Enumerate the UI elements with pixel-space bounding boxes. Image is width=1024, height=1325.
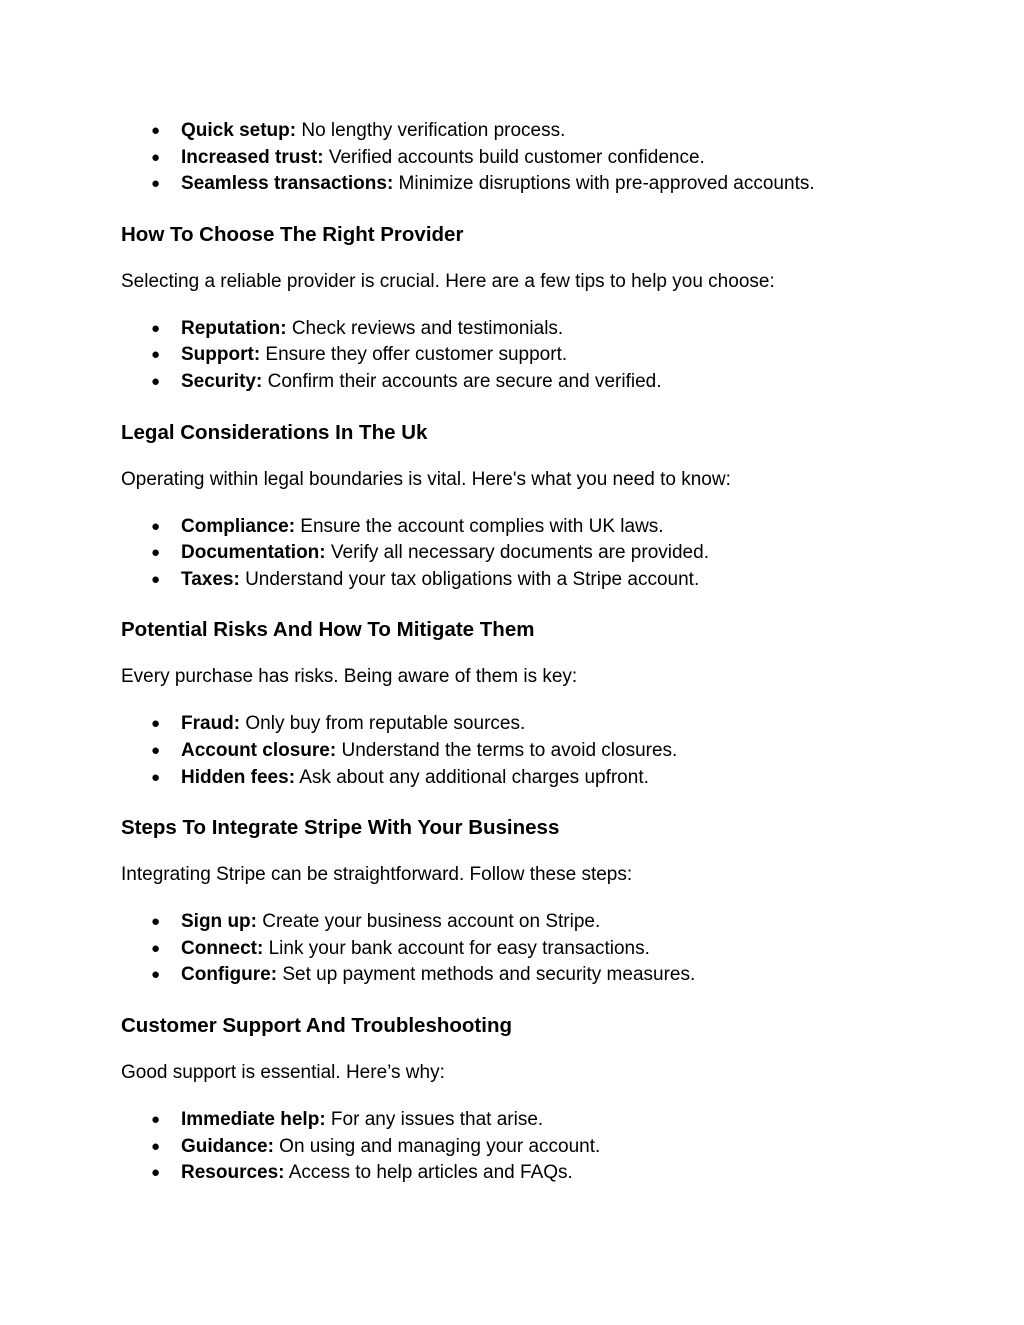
bullet-icon: ● — [151, 768, 161, 786]
section-heading: Potential Risks And How To Mitigate Them — [121, 618, 535, 642]
item-term: Immediate help: — [181, 1108, 326, 1130]
list-item — [121, 711, 941, 738]
section-list — [121, 1107, 941, 1187]
item-text: Verify all necessary documents are provided. — [325, 542, 709, 564]
bullet-icon: ● — [151, 175, 161, 193]
list-item — [121, 765, 941, 792]
intro-benefits-list — [121, 118, 941, 198]
list-item — [121, 145, 941, 172]
bullet-icon: ● — [151, 346, 161, 364]
item-text: Verified accounts build customer confidence. — [323, 146, 705, 168]
item-text: Understand your tax obligations with a Stripe account. — [239, 568, 700, 590]
list-item — [121, 1107, 941, 1134]
list-item — [121, 909, 941, 936]
item-term: Account closure: — [181, 739, 337, 761]
bullet-icon: ● — [151, 319, 161, 337]
item-text: Ensure the account complies with UK laws. — [295, 515, 664, 537]
item-text: No lengthy verification process. — [296, 120, 566, 141]
section-list — [121, 514, 941, 594]
item-text: Check reviews and testimonials. — [286, 317, 564, 339]
section-heading: How To Choose The Right Provider — [121, 222, 464, 246]
item-term: Taxes: — [181, 568, 240, 590]
section-intro: Selecting a reliable provider is crucial. Here are a few tips to help you choose: — [121, 270, 775, 292]
bullet-icon: ● — [151, 517, 161, 535]
item-term: Reputation: — [181, 317, 287, 339]
bullet-icon: ● — [151, 715, 161, 733]
item-term: Increased trust: — [181, 146, 324, 168]
item-term: Connect: — [181, 937, 264, 959]
item-text: Access to help articles and FAQs. — [284, 1162, 573, 1184]
item-text: Link your bank account for easy transactions. — [263, 937, 650, 959]
section-integrate-stripe — [121, 815, 941, 989]
item-term: Quick setup: — [181, 120, 297, 141]
item-term: Security: — [181, 370, 263, 392]
bullet-icon: ● — [151, 372, 161, 390]
list-item — [121, 369, 941, 396]
section-choose-provider — [121, 222, 941, 396]
list-item — [121, 738, 941, 765]
item-text: Minimize disruptions with pre-approved accounts. — [393, 173, 815, 195]
item-text: Ask about any additional charges upfront. — [295, 766, 649, 788]
item-term: Support: — [181, 344, 261, 366]
bullet-icon: ● — [151, 741, 161, 759]
bullet-icon: ● — [151, 1110, 161, 1128]
list-item — [121, 316, 941, 343]
section-list — [121, 711, 941, 791]
list-item — [121, 342, 941, 369]
list-item — [121, 1134, 941, 1161]
item-term: Resources: — [181, 1162, 285, 1184]
item-text: Ensure they offer customer support. — [260, 344, 568, 366]
bullet-icon: ● — [151, 1164, 161, 1182]
section-heading: Steps To Integrate Stripe With Your Business — [121, 816, 560, 840]
item-text: Set up payment methods and security measures. — [277, 964, 696, 986]
bullet-icon: ● — [151, 570, 161, 588]
section-customer-support — [121, 1013, 941, 1187]
section-heading: Legal Considerations In The Uk — [121, 420, 428, 444]
list-item — [121, 540, 941, 567]
item-term: Hidden fees: — [181, 766, 296, 788]
item-text: For any issues that arise. — [325, 1108, 544, 1130]
bullet-icon: ● — [151, 122, 161, 139]
list-item — [121, 936, 941, 963]
list-item — [121, 514, 941, 541]
item-text: On using and managing your account. — [273, 1135, 601, 1157]
item-term: Sign up: — [181, 911, 257, 933]
list-item — [121, 567, 941, 594]
document-page — [121, 118, 941, 1187]
section-intro: Integrating Stripe can be straightforward. Follow these steps: — [121, 864, 633, 886]
section-heading: Customer Support And Troubleshooting — [121, 1013, 512, 1037]
item-term: Guidance: — [181, 1135, 274, 1157]
section-legal-considerations — [121, 420, 941, 594]
item-text: Confirm their accounts are secure and verified. — [262, 370, 662, 392]
list-item — [121, 171, 941, 198]
bullet-icon: ● — [151, 1137, 161, 1155]
bullet-icon: ● — [151, 544, 161, 562]
item-term: Seamless transactions: — [181, 173, 394, 195]
bullet-icon: ● — [151, 913, 161, 931]
list-item — [121, 118, 941, 145]
bullet-icon: ● — [151, 148, 161, 166]
list-item — [121, 962, 941, 989]
section-intro: Every purchase has risks. Being aware of them is key: — [121, 666, 578, 688]
item-term: Compliance: — [181, 515, 296, 537]
item-term: Documentation: — [181, 542, 326, 564]
list-item — [121, 1160, 941, 1187]
section-potential-risks — [121, 617, 941, 791]
section-list — [121, 316, 941, 396]
item-text: Only buy from reputable sources. — [240, 713, 526, 735]
bullet-icon: ● — [151, 966, 161, 984]
section-intro: Operating within legal boundaries is vital. Here's what you need to know: — [121, 468, 731, 490]
item-term: Fraud: — [181, 713, 241, 735]
item-text: Understand the terms to avoid closures. — [336, 739, 678, 761]
section-list — [121, 909, 941, 989]
section-intro: Good support is essential. Here’s why: — [121, 1061, 445, 1083]
item-term: Configure: — [181, 964, 278, 986]
bullet-icon: ● — [151, 939, 161, 957]
item-text: Create your business account on Stripe. — [256, 911, 601, 933]
